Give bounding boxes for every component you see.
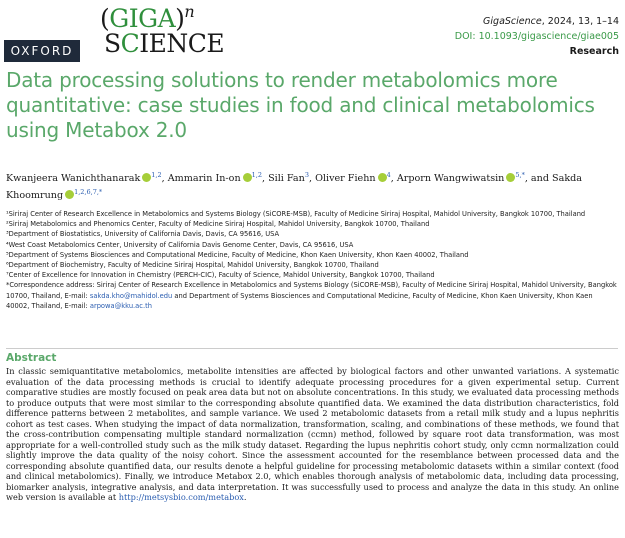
affiliation-7: ⁷Center of Excellence for Innovation in Chemistry (PERCH-CIC), Faculty of Science, Mahidol University, Bangkok 10700, Thailand: [6, 271, 435, 280]
author-name[interactable]: Kwanjeera Wanichthanarak: [6, 173, 141, 184]
author-affiliation-ref: 3: [304, 170, 309, 179]
affiliation-4: ⁴West Coast Metabolomics Center, University of California Davis Genome Center, Davis, CA 95616, USA: [6, 240, 354, 249]
orcid-icon[interactable]: [378, 173, 387, 182]
correspondence: [6, 280, 618, 311]
logo-science: [104, 29, 224, 58]
abstract-body: [6, 366, 619, 503]
logo-ience: IENCE: [139, 29, 225, 58]
abstract-heading: Abstract: [6, 352, 57, 364]
page-header: [0, 0, 625, 62]
affiliation-3: ³Department of Biostatistics, University of California Davis, Davis, CA 95616, USA: [6, 230, 280, 239]
author-separator: ,: [161, 173, 168, 184]
logo-paren-close: ): [175, 4, 185, 33]
email-link-1[interactable]: sakda.kho@mahidol.edu: [89, 291, 173, 300]
author-separator: ,: [390, 173, 397, 184]
author: [315, 170, 397, 184]
author-name[interactable]: Sakda Khoomrung: [6, 173, 582, 201]
author: [6, 170, 168, 184]
correspondence-text-1: *Correspondence address: Siriraj Center of Research Excellence in Metabolomics and Systems Biology (SiCORE-MSB), Faculty of Medicine Siriraj Hospital, Mahidol University, Bangkok 10700, Thailand, E-mail:: [6, 281, 617, 300]
author-separator: ,: [308, 173, 316, 184]
author: [396, 170, 553, 184]
author: [167, 170, 269, 184]
email-link-2[interactable]: arpowa@kku.ac.th: [89, 301, 152, 310]
citation-details: , 2024, 13, 1–14: [541, 16, 619, 27]
author-list: [6, 170, 618, 204]
orcid-icon[interactable]: [142, 173, 151, 182]
orcid-icon[interactable]: [243, 173, 252, 182]
affiliation-5: ⁵Department of Systems Biosciences and Computational Medicine, Faculty of Medicine, Khon Kaen University, Khon Kaen 40002, Thailand: [6, 250, 469, 259]
logo-giga-text: GIGA: [109, 4, 176, 33]
journal-name: GigaScience: [483, 16, 542, 27]
article-meta: [455, 14, 619, 59]
author-separator: , and: [524, 173, 553, 184]
metabox-link[interactable]: http://metsysbio.com/metabox: [118, 492, 244, 502]
author-name[interactable]: Arporn Wangwiwatsin: [396, 173, 505, 184]
section-label: Research: [569, 46, 619, 57]
author: [268, 170, 316, 184]
logo-c: C: [120, 29, 140, 58]
divider: [6, 348, 618, 349]
author-affiliation-ref: 1,2: [251, 170, 262, 179]
doi-link[interactable]: DOI: 10.1093/gigascience/giae005: [454, 31, 619, 42]
correspondence-text-2: and Department of Systems Biosciences and Computational Medicine, Faculty of Medicine, Khon Kaen University, Khon Kaen 40002, Thailand, E-mail:: [6, 291, 593, 310]
author-name[interactable]: Sili Fan: [268, 173, 305, 184]
affiliation-1: ¹Siriraj Center of Research Excellence in Metabolomics and Systems Biology (SiCORE-MSB), Faculty of Medicine Siriraj Hospital, Mahidol University, Bangkok 10700, Thailand: [6, 210, 586, 218]
logo-paren-open: (: [100, 4, 110, 33]
affiliation-6: ⁶Department of Biochemistry, Faculty of Medicine Siriraj Hospital, Mahidol University, Bangkok 10700, Thailand: [6, 261, 379, 270]
orcid-icon[interactable]: [65, 190, 74, 199]
author-name[interactable]: Oliver Fiehn: [315, 173, 376, 184]
author-separator: ,: [261, 173, 269, 184]
affiliations: [6, 209, 618, 311]
author-name[interactable]: Ammarin In-on: [167, 173, 241, 184]
citation: [455, 14, 619, 29]
logo-s: S: [104, 29, 121, 58]
affiliation-2: ²Siriraj Metabolomics and Phenomics Center, Faculty of Medicine Siriraj Hospital, Mahidol University, Bangkok 10700, Thailand: [6, 220, 430, 229]
article-title: Data processing solutions to render metabolomics more quantitative: case studies in food and clinical metabolomics using Metabox 2.0: [6, 68, 595, 142]
abstract-end: .: [243, 492, 247, 502]
abstract-text: In classic semiquantitative metabolomics, metabolite intensities are affected by biological factors and other unwanted variations. A systematic evaluation of the data processing methods is crucial to identify adequate processing procedures for a given experimental setup. Current comparative studies are mostly focused on peak area data but not on absolute concentrations. In this study, we evaluated data processing methods to produce outputs that were most similar to the corresponding absolute quantified data. We examined the data distribution characteristics, fold difference patterns between 2 metabolites, and sample variance. We used 2 metabolomic datasets from a retail milk study and a lupus nephritis cohort as test cases. When studying the impact of data normalization, transformation, scaling, and combinations of these methods, we found that the cross-contribution compensating multiple standard normalization (ccmn) method, followed by square root data transformation, was most appropriate for a well-controlled study such as the milk study dataset. Regarding the lupus nephritis cohort study, only ccmn normalization could slightly improve the data quality of the noisy cohort. Since the assessment accounted for the resemblance between processed data and the corresponding absolute quantified data, our results denote a helpful guideline for processing metabolomic datasets within a similar context (food and clinical metabolomics). Finally, we introduce Metabox 2.0, which enables thorough analysis of metabolomic data, including data processing, biomarker analysis, integrative analysis, and data interpretation. It was successfully used to process and analyze the data in this study. An online web version is available at: [6, 366, 619, 502]
logo-n: n: [184, 2, 195, 21]
author-affiliation-ref: 5,*: [515, 170, 525, 179]
author-affiliation-ref: 1,2: [151, 170, 162, 179]
journal-logo: [100, 2, 225, 58]
author-affiliation-ref: 4: [386, 170, 391, 179]
publisher-logo: OXFORD: [4, 40, 80, 62]
author-affiliation-ref: 1,2,6,7,*: [74, 187, 103, 196]
